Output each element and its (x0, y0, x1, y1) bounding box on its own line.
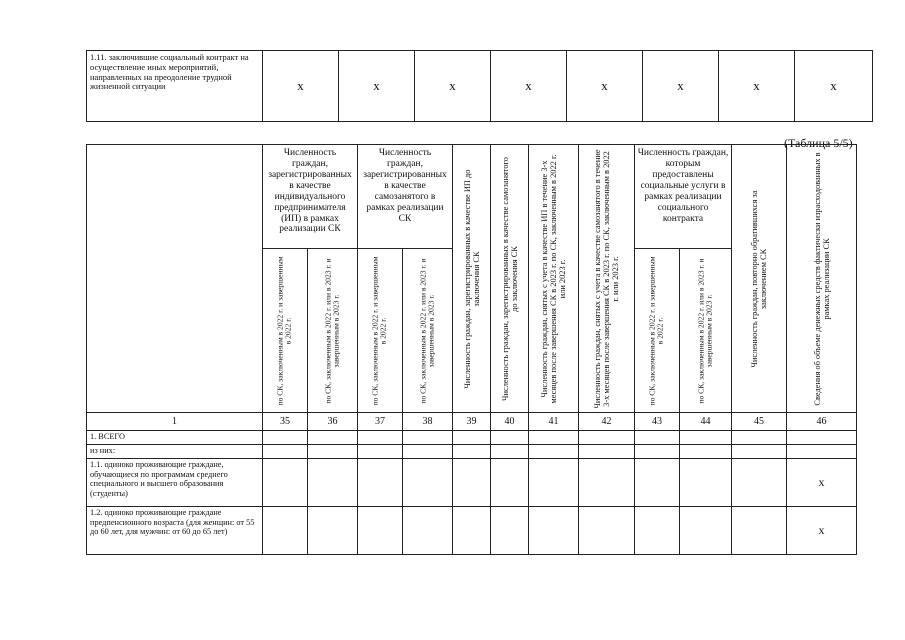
cell-mark: x (491, 51, 567, 122)
group-header-ip: Численность граждан, зарегистрированных в качестве индивидуального предпринимателя (ИП) в рамках реализации СК (263, 145, 358, 249)
col-number: 43 (635, 413, 680, 431)
cell-mark: x (787, 507, 857, 555)
col-number: 40 (491, 413, 529, 431)
header-row (87, 145, 857, 249)
col-number: 37 (358, 413, 403, 431)
cell-mark (787, 445, 857, 459)
header-col-37: по СК, заключенным в 2022 г. и завершенным в 2022 г. (358, 249, 403, 413)
column-numbers-row (87, 413, 857, 431)
table-row (87, 459, 857, 507)
header-col-45: Численность граждан, повторно обратившихся за заключением СК (732, 145, 787, 413)
col-number: 38 (403, 413, 453, 431)
header-col-39: Численность граждан, зарегистрированных в качестве ИП до заключения СК (453, 145, 491, 413)
row-label: 1.11. заключившие социальный контракт на осуществление иных мероприятий, направленных на преодоление трудной жизненной ситуации (87, 51, 263, 122)
col-number: 36 (308, 413, 358, 431)
row-label: 1.1. одиноко проживающие граждане, обучающиеся по программам среднего специального и высшего образования (студенты) (87, 459, 263, 507)
header-col-46: Сведения об объеме денежных средств фактически израсходованных в рамках реализации СК (787, 145, 857, 413)
table-row (87, 431, 857, 445)
row-label: 1. ВСЕГО (87, 431, 263, 445)
col-number: 44 (680, 413, 732, 431)
header-col-36: по СК, заключенным в 2022 г. или в 2023 г. и завершенным в 2023 г. (308, 249, 358, 413)
header-col-44: по СК, заключенным в 2022 г. или в 2023 г. и завершенным в 2023 г. (680, 249, 732, 413)
header-col-40: Численность граждан, зарегистрированных в качестве самозанятого до заключения СК (491, 145, 529, 413)
cell-mark: x (719, 51, 795, 122)
col-number: 39 (453, 413, 491, 431)
cell-mark: x (415, 51, 491, 122)
table-row (87, 507, 857, 555)
col-number: 41 (529, 413, 579, 431)
header-col-42: Численность граждан, снятых с учета в качестве самозанятого в течение 3-х месяцев после завершения СК в 2023 г. по СК, заключенным в 2022 г. или 2023 г. (579, 145, 635, 413)
header-col-38: по СК, заключенным в 2022 г. или в 2023 г. и завершенным в 2023 г. (403, 249, 453, 413)
cell-mark: x (339, 51, 415, 122)
table-row (87, 51, 873, 122)
cell-mark (787, 431, 857, 445)
col-number: 45 (732, 413, 787, 431)
cell-mark: x (567, 51, 643, 122)
row-label: из них: (87, 445, 263, 459)
main-table (86, 144, 857, 555)
col-number: 42 (579, 413, 635, 431)
group-header-social: Численность граждан, которым предоставлены социальные услуги в рамках реализации социального контракта (635, 145, 732, 249)
cell-mark: x (787, 459, 857, 507)
header-col-43: по СК, заключенным в 2022 г. и завершенным в 2022 г. (635, 249, 680, 413)
col-number: 46 (787, 413, 857, 431)
row-label: 1.2. одиноко проживающие граждане предпенсионного возраста (для женщин: от 55 до 60 лет, для мужчин: от 60 до 65 лет) (87, 507, 263, 555)
top-fragment-table (86, 50, 873, 122)
cell-mark: x (643, 51, 719, 122)
group-header-selfemployed: Численность граждан, зарегистрированных в качестве самозанятого в рамках реализации СК (358, 145, 453, 249)
cell-mark: x (795, 51, 873, 122)
header-empty-cell (87, 145, 263, 413)
header-col-41: Численность граждан, снятых с учета в качестве ИП в течение 3-х месяцев после завершения СК в 2023 г. по СК, заключенным в 2022 г. или 2023 г. (529, 145, 579, 413)
table-row (87, 445, 857, 459)
cell-mark: x (263, 51, 339, 122)
header-col-35: по СК, заключенным в 2022 г. и завершенным в 2022 г. (263, 249, 308, 413)
table-caption: (Таблица 5/5) (784, 136, 853, 150)
col-number: 1 (87, 413, 263, 431)
col-number: 35 (263, 413, 308, 431)
